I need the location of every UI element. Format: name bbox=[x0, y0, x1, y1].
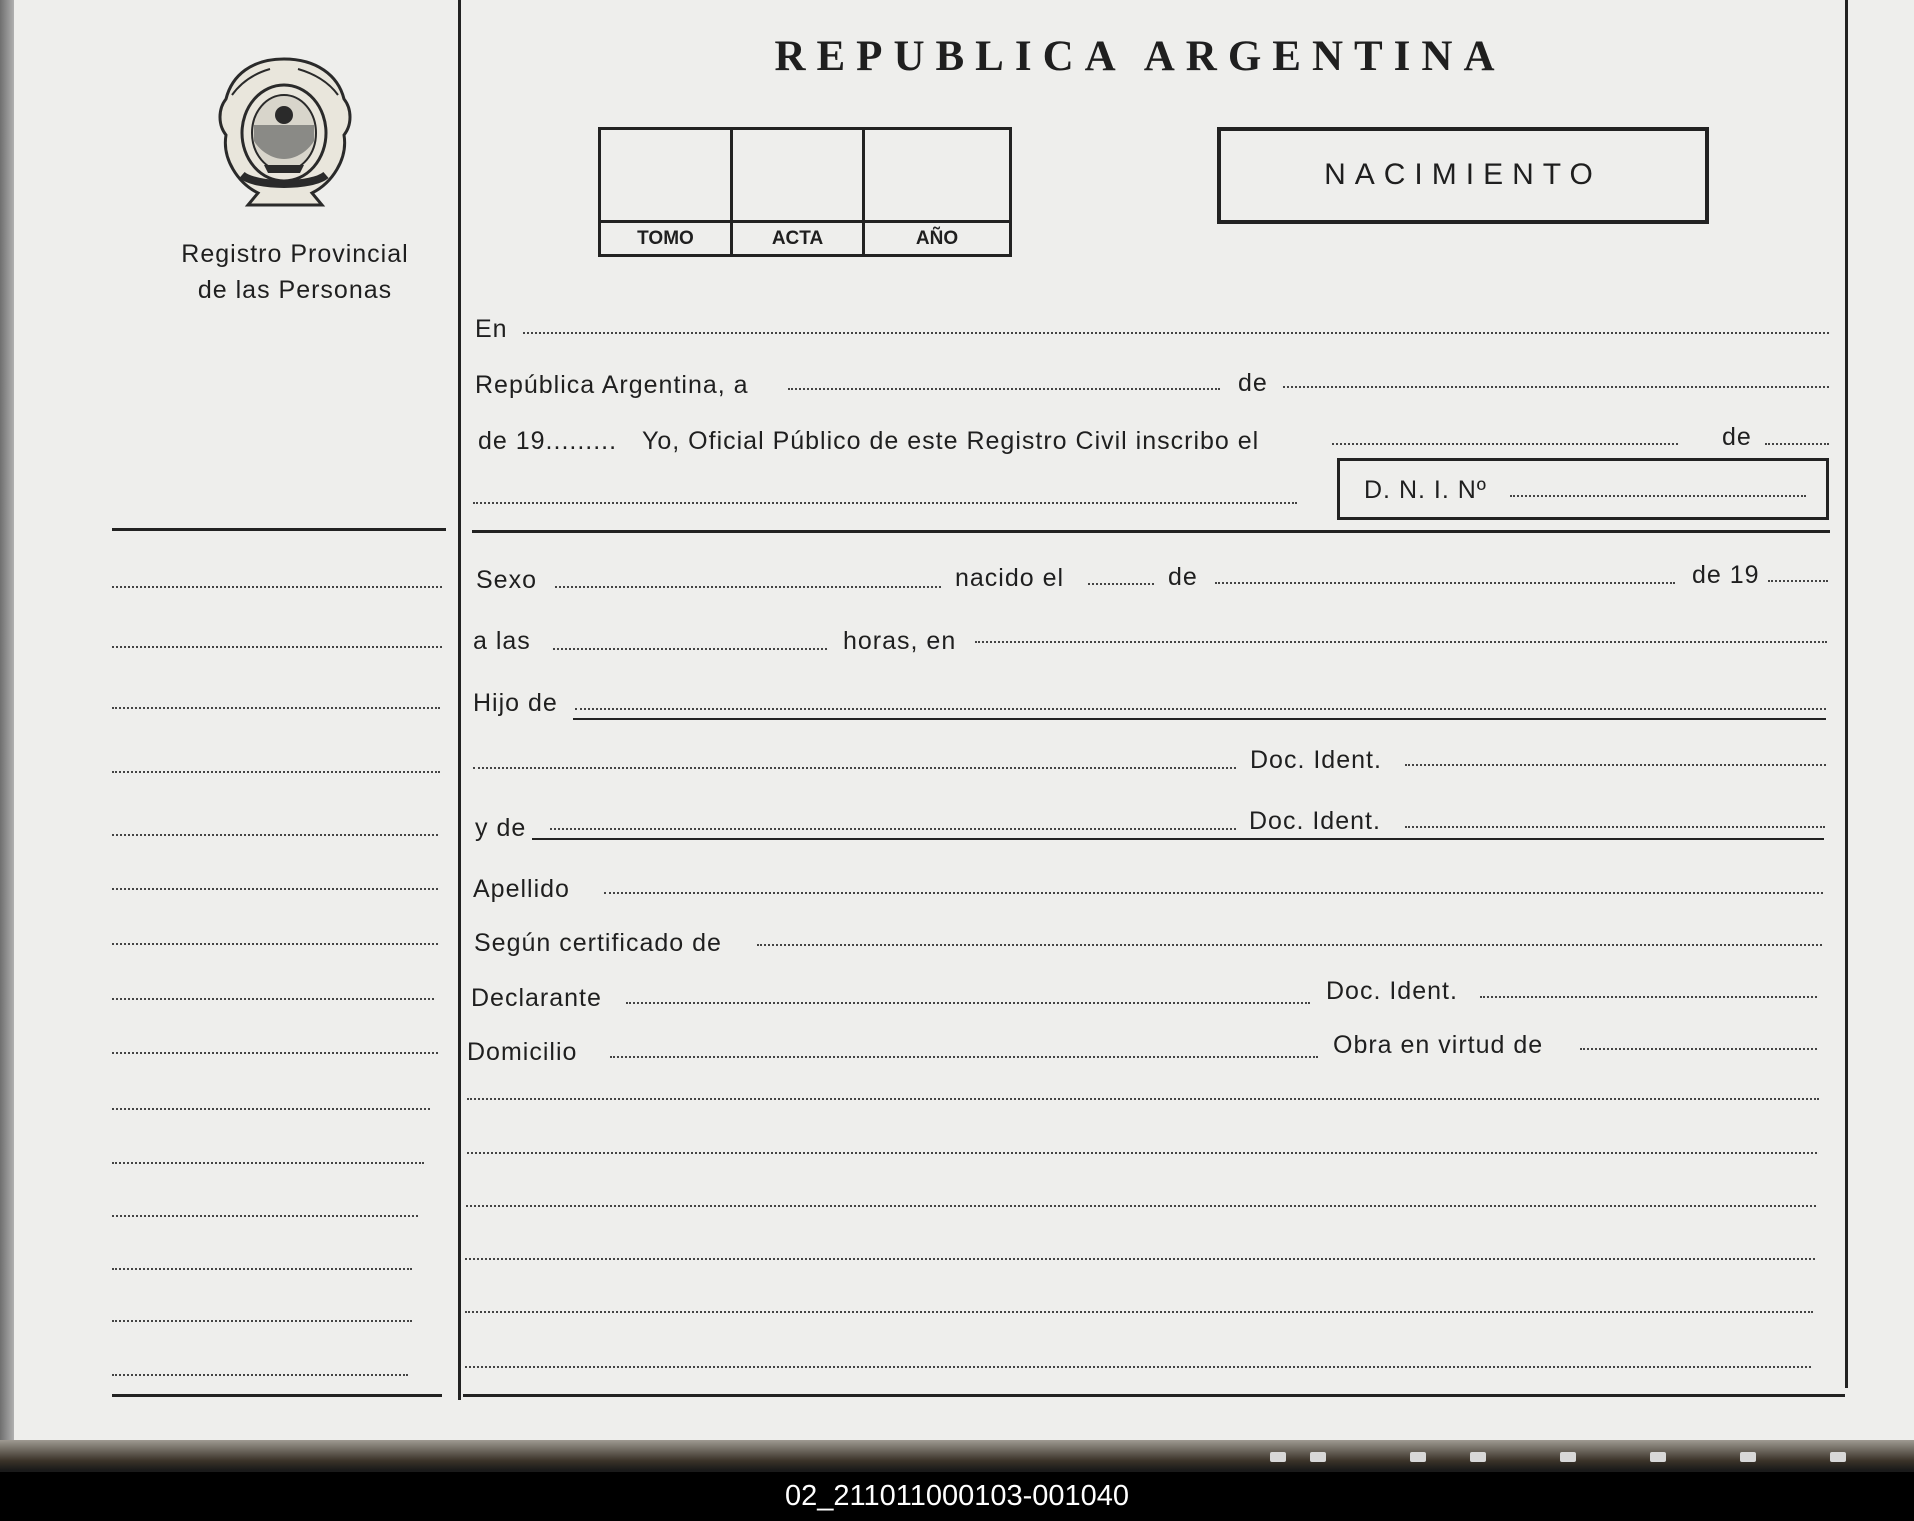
tomo-acta-ano-boxes bbox=[598, 127, 1012, 257]
stub-dotted-line bbox=[112, 1320, 412, 1322]
stub-dotted-line bbox=[112, 707, 440, 709]
padre-rule bbox=[573, 718, 1826, 720]
ano-box[interactable] bbox=[865, 130, 1009, 254]
field-obra-en-virtud[interactable] bbox=[1580, 1048, 1817, 1050]
page-title: REPUBLICA ARGENTINA bbox=[774, 33, 1506, 80]
stub-dotted-line bbox=[112, 646, 442, 648]
label-declarante: Declarante bbox=[471, 984, 602, 1012]
punch-hole bbox=[1270, 1452, 1286, 1462]
punch-hole bbox=[1470, 1452, 1486, 1462]
label-hijo-de: Hijo de bbox=[473, 689, 558, 717]
field-lugar[interactable] bbox=[975, 641, 1827, 643]
dni-box bbox=[1337, 458, 1829, 520]
punch-hole bbox=[1410, 1452, 1426, 1462]
misiones-seal-icon bbox=[212, 55, 357, 210]
blank-dotted-line[interactable] bbox=[467, 1098, 1819, 1100]
stub-dotted-line bbox=[112, 1108, 430, 1110]
field-madre[interactable] bbox=[550, 828, 1236, 830]
field-apellido[interactable] bbox=[604, 892, 1823, 894]
field-domicilio[interactable] bbox=[610, 1056, 1318, 1058]
form-bottom-rule bbox=[463, 1394, 1845, 1397]
blank-dotted-line[interactable] bbox=[465, 1311, 1813, 1313]
section-rule bbox=[472, 530, 1830, 533]
blank-dotted-line[interactable] bbox=[465, 1366, 1811, 1368]
stub-dotted-line bbox=[112, 1162, 424, 1164]
punch-hole bbox=[1560, 1452, 1576, 1462]
stub-dotted-line bbox=[112, 998, 434, 1000]
label-obra-en-virtud: Obra en virtud de bbox=[1333, 1031, 1544, 1059]
tomo-box[interactable] bbox=[601, 130, 733, 254]
stub-dotted-line bbox=[112, 1268, 412, 1270]
field-declarante[interactable] bbox=[626, 1002, 1310, 1004]
label-doc-ident-madre: Doc. Ident. bbox=[1249, 807, 1381, 835]
blank-dotted-line[interactable] bbox=[466, 1205, 1816, 1207]
stub-dotted-line bbox=[112, 1374, 408, 1376]
label-de-19-birth: de 19 bbox=[1692, 561, 1760, 589]
stub-dotted-line bbox=[112, 586, 442, 588]
field-nacido-mes[interactable] bbox=[1215, 582, 1675, 584]
field-dni[interactable] bbox=[1510, 495, 1806, 497]
field-hijo-de[interactable] bbox=[575, 708, 1826, 710]
label-de-19: de 19......... bbox=[478, 427, 618, 455]
label-domicilio: Domicilio bbox=[467, 1038, 578, 1066]
label-doc-ident-padre: Doc. Ident. bbox=[1250, 746, 1382, 774]
tomo-label: TOMO bbox=[601, 220, 730, 257]
field-en[interactable] bbox=[523, 332, 1829, 334]
right-border bbox=[1845, 0, 1848, 1388]
stub-bottom-rule bbox=[112, 1394, 442, 1397]
acta-box[interactable] bbox=[733, 130, 865, 254]
field-padre-cont[interactable] bbox=[473, 767, 1236, 769]
acta-label: ACTA bbox=[733, 220, 862, 257]
stub-dotted-line bbox=[112, 888, 438, 890]
stub-top-rule bbox=[112, 528, 446, 531]
field-doc-ident-padre[interactable] bbox=[1405, 764, 1826, 766]
label-apellido: Apellido bbox=[473, 875, 570, 903]
field-inscribo[interactable] bbox=[1332, 443, 1678, 445]
blank-dotted-line[interactable] bbox=[465, 1258, 1815, 1260]
label-republica-argentina: República Argentina, a bbox=[475, 371, 749, 399]
label-de: de bbox=[1168, 563, 1198, 591]
registry-name-line2: de las Personas bbox=[197, 276, 393, 304]
record-type-box: NACIMIENTO bbox=[1217, 127, 1709, 224]
stub-divider bbox=[458, 0, 461, 1400]
field-de-end[interactable] bbox=[1765, 443, 1829, 445]
ano-label: AÑO bbox=[865, 220, 1009, 257]
madre-rule bbox=[532, 838, 1824, 840]
punch-hole bbox=[1830, 1452, 1846, 1462]
field-inscribo-cont[interactable] bbox=[473, 502, 1297, 504]
stub-dotted-line bbox=[112, 1215, 418, 1217]
field-nacido-ano[interactable] bbox=[1768, 580, 1828, 582]
field-certificado[interactable] bbox=[757, 944, 1822, 946]
field-day[interactable] bbox=[788, 388, 1220, 390]
punch-hole bbox=[1740, 1452, 1756, 1462]
label-de: de bbox=[1722, 423, 1752, 451]
stub-dotted-line bbox=[112, 771, 440, 773]
registry-name bbox=[150, 236, 440, 308]
field-doc-ident-madre[interactable] bbox=[1405, 826, 1825, 828]
field-nacido-dia[interactable] bbox=[1088, 583, 1154, 585]
punch-hole bbox=[1310, 1452, 1326, 1462]
image-code-caption: 02_211011000103-001040 bbox=[0, 1472, 1914, 1521]
page-edge bbox=[0, 1440, 1914, 1470]
blank-dotted-line[interactable] bbox=[467, 1152, 1817, 1154]
punch-hole bbox=[1650, 1452, 1666, 1462]
field-doc-ident-declarante[interactable] bbox=[1480, 996, 1817, 998]
label-a-las: a las bbox=[473, 627, 531, 655]
field-sexo[interactable] bbox=[555, 586, 941, 588]
registry-name-line1: Registro Provincial bbox=[181, 240, 409, 268]
stub-dotted-line bbox=[112, 943, 438, 945]
stub-dotted-line bbox=[112, 1052, 438, 1054]
label-de: de bbox=[1238, 369, 1268, 397]
stub-dotted-line bbox=[112, 834, 438, 836]
label-sexo: Sexo bbox=[476, 566, 537, 594]
field-hora[interactable] bbox=[553, 648, 827, 650]
label-horas-en: horas, en bbox=[843, 627, 957, 655]
label-y-de: y de bbox=[475, 814, 527, 842]
label-nacido-el: nacido el bbox=[955, 564, 1065, 592]
label-dni: D. N. I. Nº bbox=[1364, 476, 1487, 504]
label-yo-oficial: Yo, Oficial Público de este Registro Civil inscribo el bbox=[642, 427, 1260, 455]
label-en: En bbox=[475, 315, 508, 343]
label-doc-ident-declarante: Doc. Ident. bbox=[1326, 977, 1458, 1005]
field-month[interactable] bbox=[1283, 386, 1829, 388]
label-segun-certificado: Según certificado de bbox=[474, 929, 722, 957]
